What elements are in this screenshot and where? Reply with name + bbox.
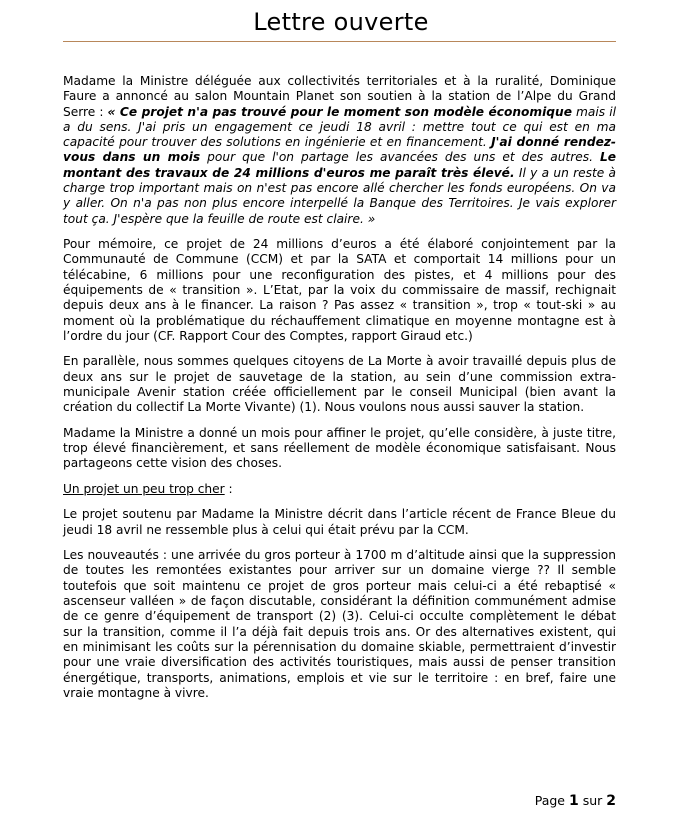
section-subheading <box>63 482 616 497</box>
paragraph-project: Le projet soutenu par Madame la Ministre décrit dans l’article récent de France Bleue du jeudi 18 avril ne ressemble plus à celui qui était prévu par la CCM. <box>63 507 616 537</box>
paragraph-memo: Pour mémoire, ce projet de 24 millions d’euros a été élaboré conjointement par la Communauté de Commune (CCM) et par la SATA et comportait 14 millions pour un télécabine, 6 millions pour une reconfiguration des pistes, et 4 millions pour des équipements de « transition ». L’Etat, par la voix du commissaire de massif, rechignait depuis deux ans à le financer. La raison ? Pas assez « transition », trop « tout-ski » au moment où la problématique du réchauffement climatique en moyenne montagne est à l’ordre du jour (CF. Rapport Cour des Comptes, rapport Giraud etc.) <box>63 237 616 343</box>
quote-text-2: pour que l'on partage les avancées des uns et des autres. <box>200 150 600 165</box>
quote-bold-3: Le montant des travaux de 24 millions d'euros me paraît très élevé. <box>63 150 617 180</box>
subheading-text: Un projet un peu trop cher <box>63 481 225 496</box>
page-word: Page <box>534 793 569 808</box>
quote-bold-1: Ce projet n'a pas trouvé pour le moment son modèle économique <box>119 104 572 119</box>
of-word: sur <box>578 793 607 808</box>
page-footer <box>535 793 616 809</box>
paragraph-minister: Madame la Ministre a donné un mois pour affiner le projet, qu’elle considère, à juste titre, trop élevé financièrement, et sans réellement de modèle économique satisfaisant. Nous partageons cette vision des choses. <box>63 425 616 471</box>
quote-text-1: mais il a du sens. J'ai pris un engagement ce jeudi 18 avril : mettre tout ce qui est en ma capacité pour trouver des solutions en ingénierie et en financement. <box>63 104 616 150</box>
page-total: 2 <box>606 793 616 809</box>
quote-bold-2: J'ai donné rendez-vous dans un mois <box>63 135 616 165</box>
paragraph-quote <box>63 74 616 227</box>
paragraph-quote-intro: Madame la Ministre déléguée aux collectivités territoriales et à la ruralité, Dominique Faure a annoncé au salon Mountain Planet son soutien à la station de l’Alpe du Grand Serre : <box>63 74 616 119</box>
quote-text-3: Il y a un reste à charge trop important mais on n'est pas encore allé chercher les fonds européens. On va y aller. On n'a pas non plus encore interpellé la Banque des Territoires. Je vais explorer tout ça. J'espère que la feuille de route est claire. » <box>63 165 617 226</box>
letter-body <box>63 74 616 711</box>
title-rule <box>63 41 616 42</box>
page-title: Lettre ouverte <box>253 8 429 36</box>
quote-open: « <box>107 104 120 119</box>
subheading-colon: : <box>224 481 233 496</box>
paragraph-novelties: Les nouveautés : une arrivée du gros porteur à 1700 m d’altitude ainsi que la suppression de toutes les remontées existantes pour arriver sur un domaine vierge ?? Il semble toutefois que soit maintenu ce projet de gros porteur mais celui-ci a été rebaptisé « ascenseur valléen » de façon discutable, considérant la définition communément admise de ce genre d’équipement de transport (2) (3). Celui-ci occulte complètement le débat sur la transition, comme il l’a déjà fait depuis trois ans. Or des alternatives existent, qui en minimisant les coûts sur la pérennisation du domaine skiable, permettraient d’investir pour une vraie diversification des activités touristiques, mais aussi de penser transition énergétique, transports, animations, emplois et vie sur le territoire : en bref, faire une vraie montagne à vivre. <box>63 548 616 700</box>
page-number: 1 <box>568 793 579 809</box>
paragraph-parallel: En parallèle, nous sommes quelques citoyens de La Morte à avoir travaillé depuis plus de deux ans sur le projet de sauvetage de la station, au sein d’une commission extra-municipale Avenir station créée officiellement par le conseil Municipal (bien avant la création du collectif La Morte Vivante) (1). Nous voulons nous aussi sauver la station. <box>63 354 616 415</box>
